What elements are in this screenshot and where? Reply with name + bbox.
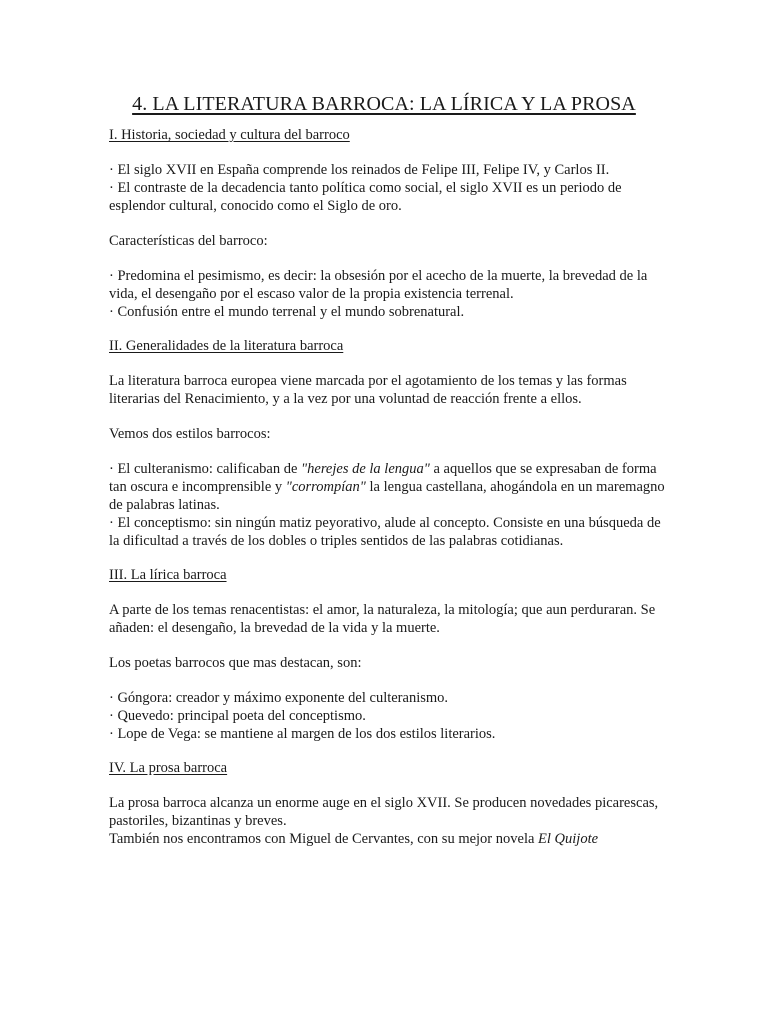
quote-herejes: "herejes de la lengua": [301, 461, 430, 477]
section-heading-historia: I. Historia, sociedad y cultura del barroco: [109, 127, 350, 143]
bullet-lope: · Lope de Vega: se mantiene al margen de los dos estilos literarios.: [109, 726, 496, 742]
bullet-siglo-xvii: · El siglo XVII en España comprende los reinados de Felipe III, Felipe IV, y Carlos II.: [109, 162, 610, 178]
bullet-confusion: · Confusión entre el mundo terrenal y el mundo sobrenatural.: [109, 304, 465, 320]
bullet-conceptismo: · El conceptismo: sin ningún matiz peyorativo, alude al concepto. Consiste en una búsqueda de la dificultad a través de los dobles o triples sentidos de las palabras cotidianas.: [109, 515, 661, 549]
bullet-gongora: · Góngora: creador y máximo exponente del culteranismo.: [109, 690, 449, 706]
paragraph-literatura-europea: La literatura barroca europea viene marcada por el agotamiento de los temas y las formas literarias del Renacimiento, y a la vez por una voluntad de reacción frente a ellos.: [109, 373, 627, 407]
section-heading-generalidades: II. Generalidades de la literatura barroca: [109, 338, 344, 354]
paragraph-cervantes: También nos encontramos con Miguel de Cervantes, con su mejor novela El Quijote: [109, 831, 599, 847]
paragraph-temas: A parte de los temas renacentistas: el amor, la naturaleza, la mitología; que aun perduraran. Se añaden: el desengaño, la brevedad de la vida y la muerte.: [109, 602, 656, 636]
subheading-caracteristicas: Características del barroco:: [109, 233, 268, 249]
subheading-estilos: Vemos dos estilos barrocos:: [109, 426, 271, 442]
section-heading-lirica: III. La lírica barroca: [109, 567, 227, 583]
title-el-quijote: El Quijote: [538, 831, 599, 847]
paragraph-prosa-auge: La prosa barroca alcanza un enorme auge en el siglo XVII. Se producen novedades picarescas, pastoriles, bizantinas y breves.: [109, 795, 659, 829]
section-heading-prosa: IV. La prosa barroca: [109, 760, 228, 776]
document-title: 4. LA LITERATURA BARROCA: LA LÍRICA Y LA PROSA: [132, 93, 636, 115]
document-body: [109, 126, 669, 848]
bullet-pesimismo: · Predomina el pesimismo, es decir: la obsesión por el acecho de la muerte, la brevedad de la vida, el desengaño por el escaso valor de la propia existencia terrenal.: [109, 268, 648, 302]
quote-corrompian: "corrompían": [285, 479, 366, 495]
subheading-poetas: Los poetas barrocos que mas destacan, son:: [109, 655, 362, 671]
bullet-quevedo: · Quevedo: principal poeta del conceptismo.: [109, 708, 366, 724]
bullet-contraste: · El contraste de la decadencia tanto política como social, el siglo XVII es un periodo de esplendor cultural, conocido como el Siglo de oro.: [109, 180, 622, 214]
bullet-culteranismo: · El culteranismo: calificaban de "herejes de la lengua" a aquellos que se expresaban de forma tan oscura e incomprensible y "corrompían" la lengua castellana, ahogándola en un maremagno de palabras latinas.: [109, 461, 665, 513]
